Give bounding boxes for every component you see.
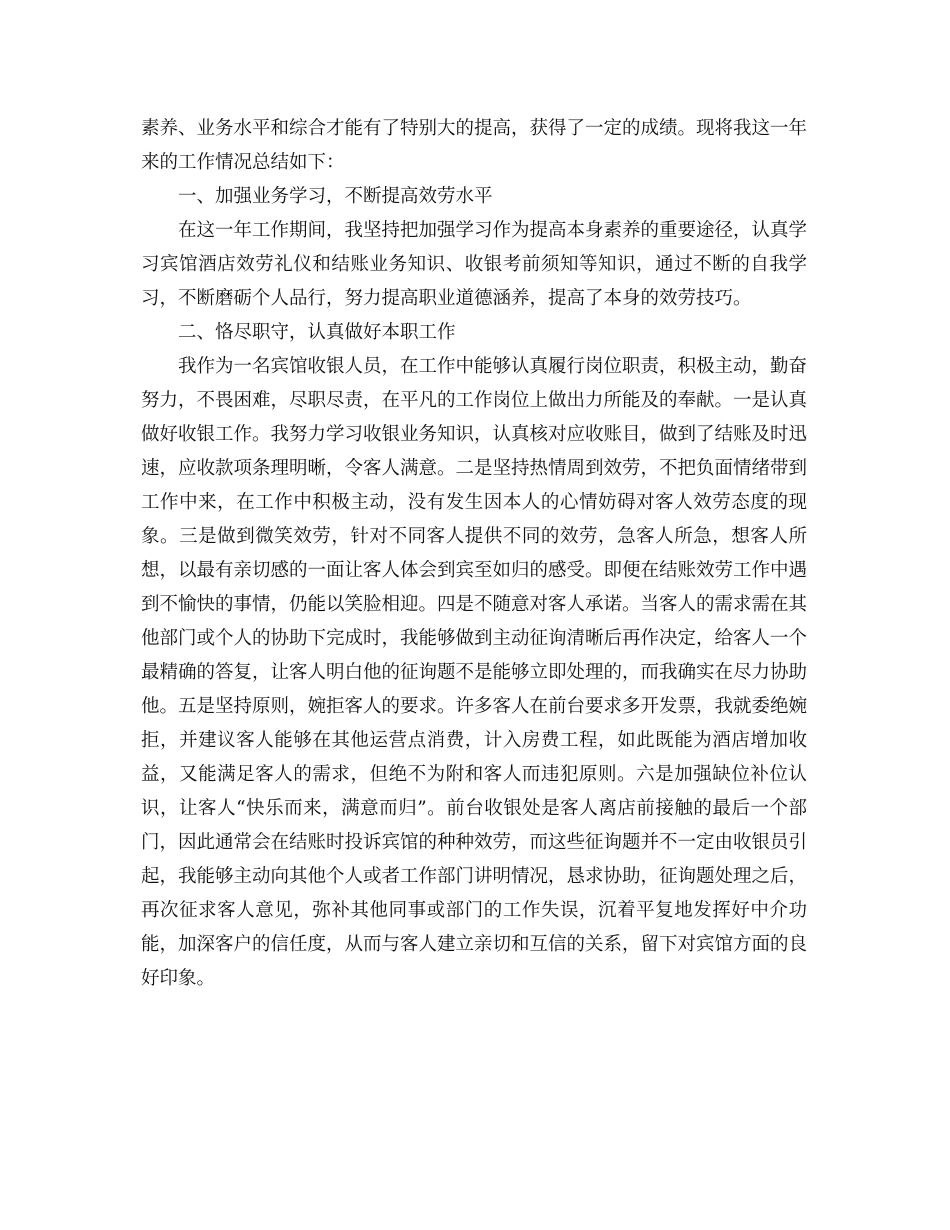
paragraph-duties: 我作为一名宾馆收银人员，在工作中能够认真履行岗位职责，积极主动，勤奋努力，不畏困难，尽职尽责，在平凡的工作岗位上做出力所能及的奉献。一是认真做好收银工作。我努力学习收银业务知识，认真核对应收账目，做到了结账及时迅速，应收款项条理明晰，令客人满意。二是坚持热情周到效劳，不把负面情绪带到工作中来，在工作中积极主动，没有发生因本人的心情妨碍对客人效劳态度的现象。三是做到微笑效劳，针对不同客人提供不同的效劳，急客人所急，想客人所想，以最有亲切感的一面让客人体会到宾至如归的感受。即便在结账效劳工作中遇到不愉快的事情，仍能以笑脸相迎。四是不随意对客人承诺。当客人的需求需在其他部门或个人的协助下完成时，我能够做到主动征询清晰后再作决定，给客人一个最精确的答复，让客人明白他的征询题不是能够立即处理的，而我确实在尽力协助他。五是坚持原则，婉拒客人的要求。许多客人在前台要求多开发票，我就委绝婉拒，并建议客人能够在其他运营点消费，计入房费工程，如此既能为酒店增加收益，又能满足客人的需求，但绝不为附和客人而违犯原则。六是加强缺位补位认识，让客人“快乐而来，满意而归”。前台收银处是客人离店前接触的最后一个部门，因此通常会在结账时投诉宾馆的种种效劳，而这些征询题并不一定由收银员引起，我能够主动向其他个人或者工作部门讲明情况，恳求协助，征询题处理之后，再次征求客人意见，弥补其他同事或部门的工作失误，沉着平复地发挥好中介功能，加深客户的信任度，从而与客人建立亲切和互信的关系，留下对宾馆方面的良好印象。: [141, 356, 808, 989]
section-heading-1: 一、加强业务学习，不断提高效劳水平: [178, 186, 493, 207]
paragraph-study: 在这一年工作期间，我坚持把加强学习作为提高本身素养的重要途径，认真学习宾馆酒店效劳礼仪和结账业务知识、收银考前须知等知识，通过不断的自我学习，不断磨砺个人品行，努力提高职业道德涵养，提高了本身的效劳技巧。: [141, 220, 808, 309]
section-heading-2: 二、恪尽职守，认真做好本职工作: [178, 322, 456, 343]
document-body: [141, 112, 807, 996]
paragraph-continuation: 素养、业务水平和综合才能有了特别大的提高，获得了一定的成绩。现将我这一年来的工作情况总结如下：: [141, 118, 808, 173]
